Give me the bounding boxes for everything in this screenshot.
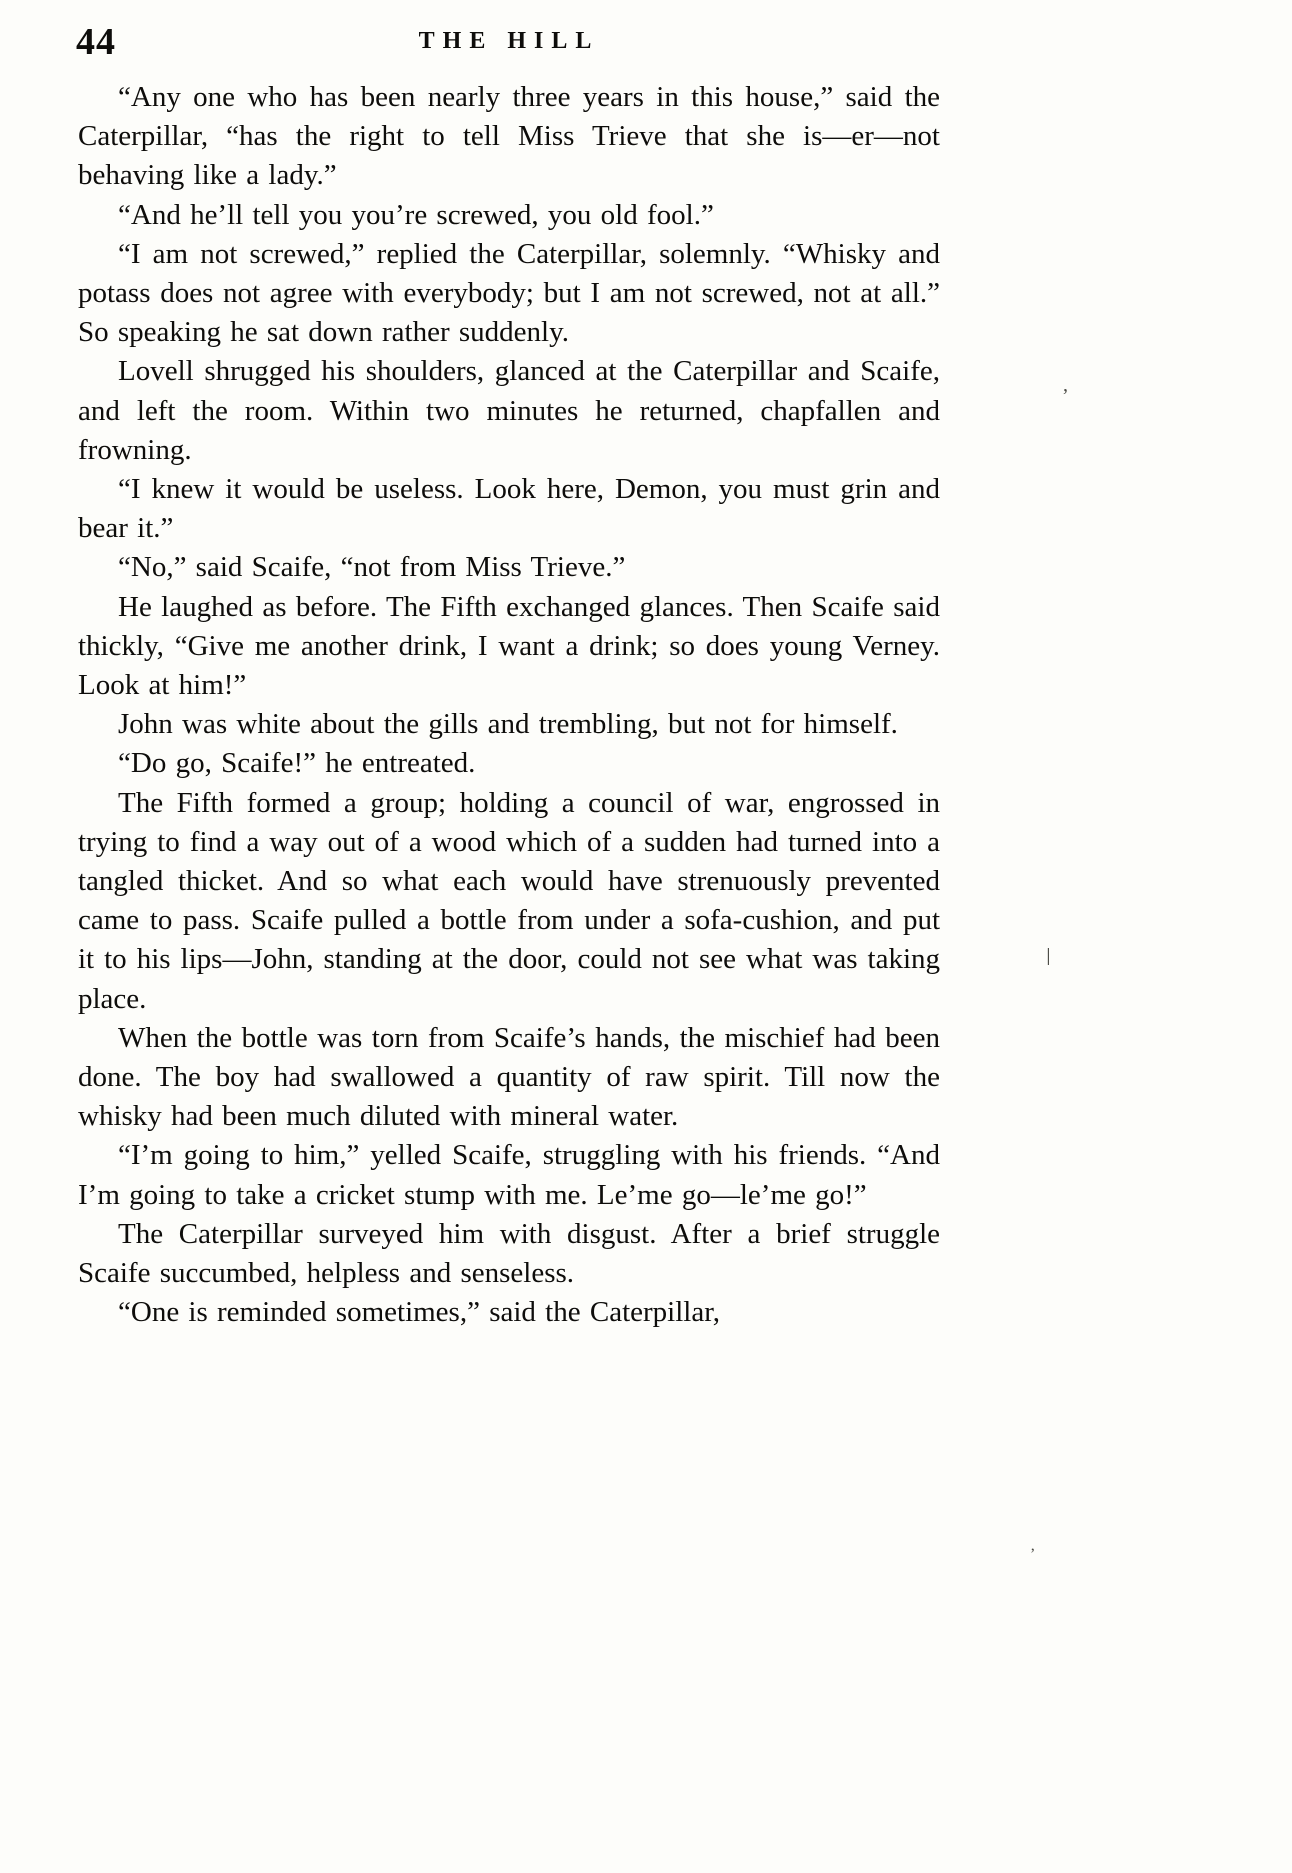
paragraph: “I am not screwed,” replied the Caterpillar, solemnly. “Whisky and potass does not agree with everybody; but I am not screwed, not at all.” So speaking he sat down rather suddenly. xyxy=(78,237,940,349)
paragraph: The Fifth formed a group; holding a council of war, engrossed in trying to find a way out of a wood which of a sudden had turned into a tangled thicket. And so what each would have strenuously prevented came to pass. Scaife pulled a bottle from under a sofa-cushion, and put it to his lips—John, standing at the door, could not see what was taking place. xyxy=(78,786,940,1015)
scan-artifact: ǀ xyxy=(1046,945,1051,971)
paragraph: The Caterpillar surveyed him with disgust. After a brief struggle Scaife succumbed, helpless and senseless. xyxy=(78,1217,940,1290)
page-body xyxy=(78,78,940,1333)
scan-artifact: ’ xyxy=(1030,1546,1036,1563)
paragraph: “No,” said Scaife, “not from Miss Trieve.” xyxy=(118,551,626,584)
running-title: THE HILL xyxy=(418,28,600,54)
paragraph: “Any one who has been nearly three years in this house,” said the Caterpillar, “has the right to tell Miss Trieve that she is—er—not behaving like a lady.” xyxy=(78,81,940,192)
paragraph: When the bottle was torn from Scaife’s hands, the mischief had been done. The boy had swallowed a quantity of raw spirit. Till now the whisky had been much diluted with mineral water. xyxy=(78,1021,940,1133)
book-page xyxy=(78,20,940,1333)
paragraph: “One is reminded sometimes,” said the Caterpillar, xyxy=(118,1296,720,1329)
paragraph: “I’m going to him,” yelled Scaife, struggling with his friends. “And I’m going to take a cricket stump with me. Le’me go—le’me go!” xyxy=(78,1139,940,1211)
paragraph: “I knew it would be useless. Look here, Demon, you must grin and bear it.” xyxy=(78,473,940,545)
scan-artifact: ’ xyxy=(1062,385,1069,407)
page-number: 44 xyxy=(76,21,116,63)
paragraph: “And he’ll tell you you’re screwed, you old fool.” xyxy=(118,198,714,231)
page-header xyxy=(78,20,940,78)
paragraph: He laughed as before. The Fifth exchanged glances. Then Scaife said thickly, “Give me another drink, I want a drink; so does young Verney. Look at him!” xyxy=(78,590,940,702)
paragraph: Lovell shrugged his shoulders, glanced at the Caterpillar and Scaife, and left the room. Within two minutes he returned, chapfallen and frowning. xyxy=(78,355,940,466)
paragraph: John was white about the gills and trembling, but not for himself. xyxy=(118,708,898,741)
paragraph: “Do go, Scaife!” he entreated. xyxy=(118,747,476,780)
